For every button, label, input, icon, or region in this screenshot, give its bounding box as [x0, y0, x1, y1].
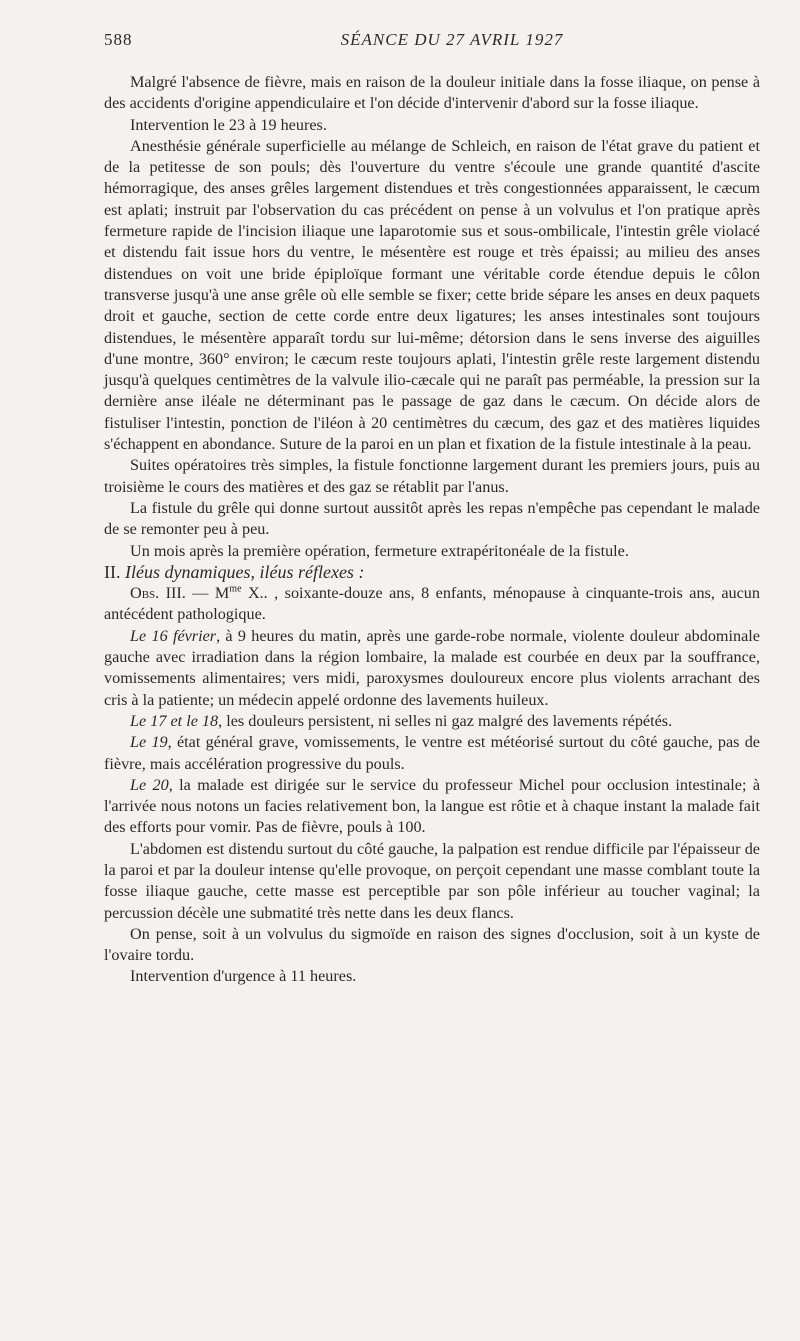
observation-patient: X.. , soixante-douze ans, 8 enfants, ménopause à cinquante-trois ans, aucun antécédent pathologique. — [104, 584, 760, 624]
paragraph: La fistule du grêle qui donne surtout aussitôt après les repas n'empêche pas cependant le malade de se remonter peu à peu. — [104, 498, 760, 539]
observation-dash: — M — [185, 584, 230, 603]
entry-text: , état général grave, vomissements, le ventre est météorisé surtout du côté gauche, pas de fièvre, mais accélération progressive du pouls. — [104, 733, 760, 773]
paragraph: On pense, soit à un volvulus du sigmoïde en raison des signes d'occlusion, soit à un kyste de l'ovaire tordu. — [104, 924, 760, 965]
entry-text: , à 9 heures du matin, après une garde-robe normale, violente douleur abdominale gauche avec irradiation dans la région lombaire, la malade est courbée en deux par la souffrance, vomissements alimentaires; vers midi, paroxysmes douloureux encore plus violents arrachant des cris à la patiente; un médecin appelé ordonne des lavements huileux. — [104, 626, 760, 709]
paragraph: Anesthésie générale superficielle au mélange de Schleich, en raison de l'état grave du patient et de la petitesse de son pouls; dès l'ouverture du ventre s'écoule une grande quantité d'ascite hémorragique, des anses grêles largement distendues et très congestionnées apparaissent, le cæcum est aplati; instruit par l'observation du cas précédent on pense à un volvulus et l'on pratique après fermeture rapide de l'incision iliaque une laparotomie sus et sous-ombilicale, l'intestin grêle violacé et distendu fait issue hors du ventre, le mésentère est rouge et très épaissi; au milieu des anses distendues on voit une bride épiploïque formant une véritable corde étendue depuis le côlon transverse jusqu'à une anse grêle où elle semble se fixer; cette bride sépare les anses en deux paquets droit et gauche, section de cette corde entre deux ligatures; les anses intestinales sont toujours distendues, le mésentère apparaît tordu sur lui-même; détorsion dans le sens inverse des aiguilles d'une montre, 360° environ; le cæcum reste toujours aplati, l'intestin grêle reste largement distendu jusqu'à quelques centimètres de la valvule ilio-cæcale qui ne paraît pas perméable, la pression sur la dernière anse iléale ne déterminant pas le passage de gaz dans le cæcum. On décide alors de fistuliser l'intestin, ponction de l'iléon à 20 centimètres du cæcum, des gaz et des matières liquides s'échappent en abondance. Suture de la paroi en un plan et fixation de la fistule intestinale à la peau. — [104, 136, 760, 454]
observation-label: Obs. III. — [130, 584, 186, 603]
entry-date: Le 16 février — [130, 626, 217, 645]
diary-entry — [104, 626, 760, 711]
body-text — [104, 72, 760, 988]
section-title: Iléus dynamiques, iléus réflexes : — [125, 561, 365, 582]
paragraph: L'abdomen est distendu surtout du côté gauche, la palpation est rendue difficile par l'épaisseur de la paroi et par la douleur intense qu'elle provoque, on perçoit cependant une masse comblant toute la fosse iliaque gauche, cette masse est perceptible par son pôle inférieur au toucher vaginal; la percussion décèle une submatité très nette dans les deux flancs. — [104, 839, 760, 922]
running-head — [104, 30, 760, 56]
page-number: 588 — [104, 30, 133, 49]
section-number: II. — [104, 561, 121, 582]
section-heading — [104, 562, 760, 583]
paragraph: Intervention d'urgence à 11 heures. — [130, 967, 357, 986]
paragraph: Intervention le 23 à 19 heures. — [130, 115, 327, 134]
diary-entry — [104, 775, 760, 839]
observation-intro — [104, 583, 760, 626]
paragraph: Malgré l'absence de fièvre, mais en raison de la douleur initiale dans la fosse iliaque, on pense à des accidents d'origine appendiculaire et l'on décide d'intervenir d'abord sur la fosse iliaque. — [104, 73, 760, 113]
entry-text: , les douleurs persistent, ni selles ni gaz malgré des lavements répétés. — [218, 711, 673, 730]
entry-date: Le 20 — [130, 775, 169, 794]
diary-entry — [104, 732, 760, 775]
entry-text: , la malade est dirigée sur le service du professeur Michel pour occlusion intestinale; à l'arrivée nous notons un facies relativement bon, la langue est rôtie et à chaque instant la malade fait des efforts pour vomir. Pas de fièvre, pouls à 100. — [104, 775, 761, 837]
entry-date: Le 19 — [130, 733, 168, 752]
paragraph: Suites opératoires très simples, la fistule fonctionne largement durant les premiers jours, puis au troisième le cours des matières et des gaz se rétablit par l'anus. — [104, 456, 760, 496]
diary-entry — [104, 711, 760, 732]
title-superscript: me — [229, 583, 242, 595]
paragraph: Un mois après la première opération, fermeture extrapéritonéale de la fistule. — [130, 541, 629, 560]
running-title: SÉANCE DU 27 AVRIL 1927 — [340, 30, 564, 49]
entry-date: Le 17 et le 18 — [130, 711, 219, 730]
